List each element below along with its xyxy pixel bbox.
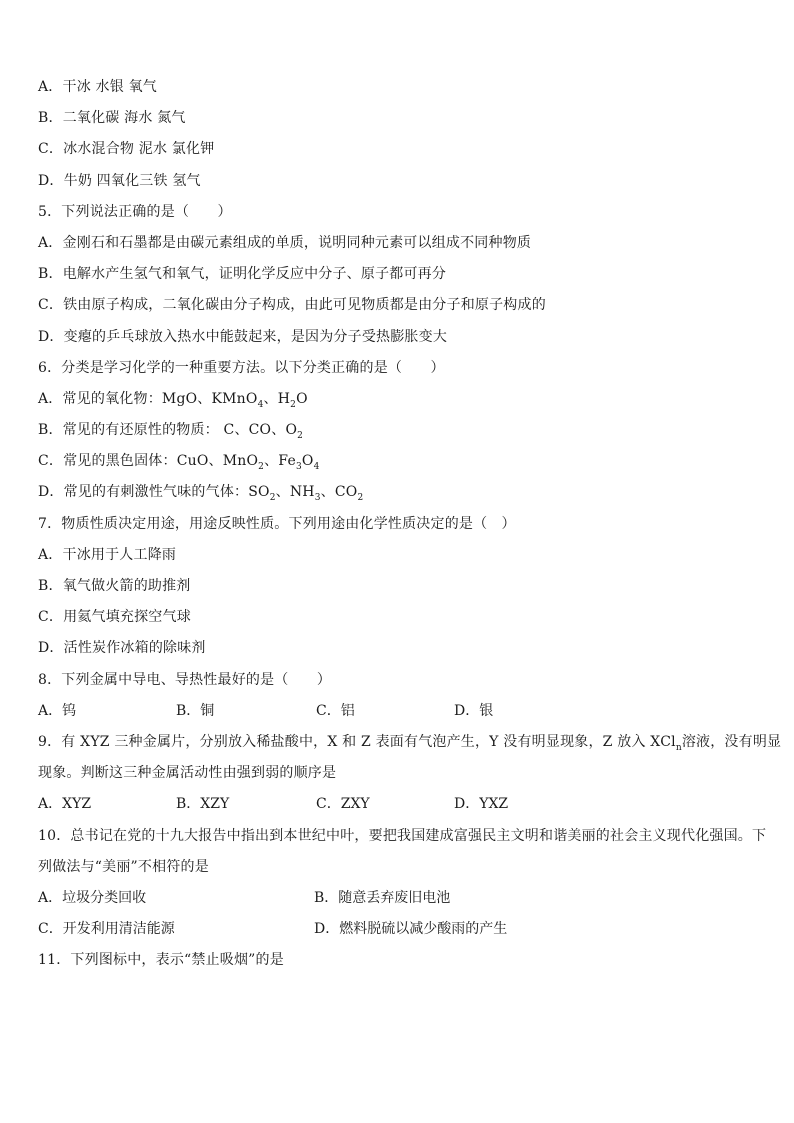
q6-option-b: B．常见的有还原性的物质： C、CO、$O_2$ <box>38 422 304 441</box>
q11-stem: 11．下列图标中，表示“禁止吸烟”的是 <box>38 952 284 969</box>
q9-stem-line2: 现象。判断这三种金属活动性由强到弱的顺序是 <box>38 765 337 782</box>
q8-option-d: D．银 <box>454 702 494 719</box>
q10-option-d: D．燃料脱硫以减少酸雨的产生 <box>314 921 508 938</box>
q5-option-d: D．变瘪的乒乓球放入热水中能鼓起来，是因为分子受热膨胀变大 <box>38 328 448 345</box>
q9-option-d: D．YXZ <box>454 796 509 813</box>
q10-stem-line2: 列做法与“美丽”不相符的是 <box>38 858 209 875</box>
q10-options-row2 <box>38 920 768 938</box>
q9-option-c: C．ZXY <box>316 796 370 813</box>
q6-option-d: D．常见的有刺激性气味的气体：$SO_2$、$NH_3$、$CO_2$ <box>38 484 364 504</box>
q7-option-c: C．用氦气填充探空气球 <box>38 609 191 626</box>
q8-options <box>38 702 768 720</box>
q5-option-b: B．电解水产生氢气和氧气，证明化学反应中分子、原子都可再分 <box>38 266 447 283</box>
q6-option-a: A．常见的氧化物：MgO、KMnO$_4$、$H_2O$ <box>38 390 308 410</box>
q6-stem: 6．分类是学习化学的一种重要方法。以下分类正确的是（ ） <box>38 359 445 376</box>
q9-options <box>38 795 768 813</box>
q4-option-d: D．牛奶 四氧化三铁 氢气 <box>38 172 201 189</box>
q8-option-a: A．钨 <box>38 702 77 719</box>
q10-option-a: A．垃圾分类回收 <box>38 889 147 906</box>
q4-option-b: B．二氧化碳 海水 氮气 <box>38 110 186 127</box>
q9-option-a: A．XYZ <box>38 796 92 813</box>
q9-stem-line1: 9．有 XYZ 三种金属片，分别放入稀盐酸中，X 和 Z 表面有气泡产生，Y 没有明显现象，Z 放入 XCl$_n$溶液，没有明显 <box>38 733 782 753</box>
q6-option-c: C．常见的黑色固体：CuO、MnO$_2$、$Fe_3O_4$ <box>38 453 320 473</box>
q8-option-b: B．铜 <box>176 702 215 719</box>
q4-option-a: A．干冰 水银 氧气 <box>38 79 158 95</box>
q8-stem: 8．下列金属中导电、导热性最好的是（ ） <box>38 671 332 688</box>
q5-option-c: C．铁由原子构成，二氧化碳由分子构成，由此可见物质都是由分子和原子构成的 <box>38 297 546 314</box>
exam-page <box>38 78 782 969</box>
q5-option-a: A．金刚石和石墨都是由碳元素组成的单质，说明同种元素可以组成不同种物质 <box>38 234 532 251</box>
q5-stem: 5．下列说法正确的是（ ） <box>38 203 232 220</box>
q10-option-c: C．开发利用清洁能源 <box>38 921 175 938</box>
q10-stem-line1: 10．总书记在党的十九大报告中指出到本世纪中叶，要把我国建成富强民主文明和谐美丽的社会主义现代化强国。下 <box>38 827 767 844</box>
q7-option-d: D．活性炭作冰箱的除味剂 <box>38 640 206 657</box>
q7-stem: 7．物质性质决定用途，用途反映性质。下列用途由化学性质决定的是（ ） <box>38 515 516 532</box>
q7-option-a: A．干冰用于人工降雨 <box>38 546 177 563</box>
q4-option-c: C．冰水混合物 泥水 氯化钾 <box>38 141 215 158</box>
q8-option-c: C．铝 <box>316 702 355 719</box>
q7-option-b: B．氧气做火箭的助推剂 <box>38 578 191 594</box>
q10-option-b: B．随意丢弃废旧电池 <box>314 889 451 906</box>
q9-option-b: B．XZY <box>176 796 230 813</box>
q10-options-row1 <box>38 889 768 907</box>
